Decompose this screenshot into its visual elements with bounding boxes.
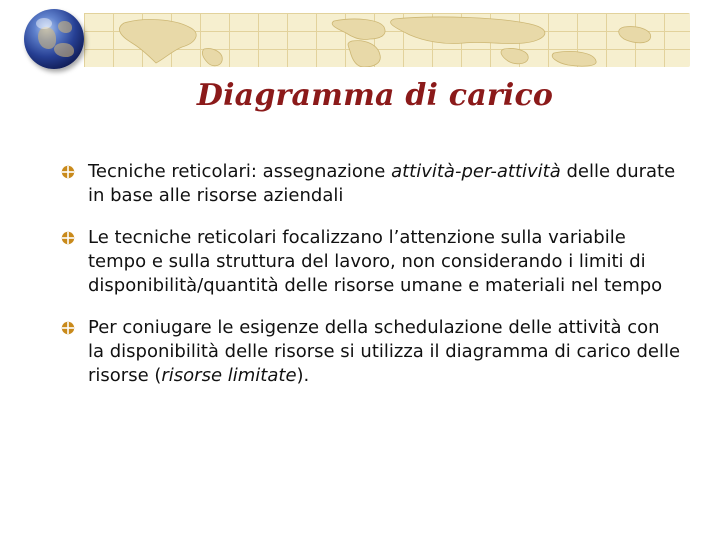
list-item (61, 226, 681, 298)
world-map-graphic (84, 13, 690, 67)
globe-icon (24, 9, 84, 69)
bullet-text-end: delle durate in base alle risorse aziendali (88, 161, 676, 206)
bullet-text-start: Tecniche reticolari: assegnazione (88, 161, 392, 182)
bullet-text-emphasis: risorse limitate (161, 365, 297, 386)
world-map-banner (84, 13, 690, 67)
bullet-list (61, 160, 681, 406)
bullet-text-end: ). (296, 365, 310, 386)
bullet-disc-icon (61, 231, 75, 245)
list-item (61, 160, 681, 208)
bullet-disc-icon (61, 321, 75, 335)
bullet-text-emphasis: attività-per-attività (391, 161, 561, 182)
bullet-disc-icon (61, 165, 75, 179)
bullet-text: Le tecniche reticolari focalizzano l’attenzione sulla variabile tempo e sulla struttura del lavoro, non considerando i limiti di disponibilità/quantità delle risorse umane e materiali nel tempo (88, 227, 663, 296)
list-item (61, 316, 681, 388)
bullet-text-start: Per coniugare le esigenze della schedulazione delle attività con la disponibilità delle risorse si utilizza il diagramma di carico delle risorse ( (88, 317, 681, 386)
page-title: Diagramma di carico (196, 78, 554, 113)
